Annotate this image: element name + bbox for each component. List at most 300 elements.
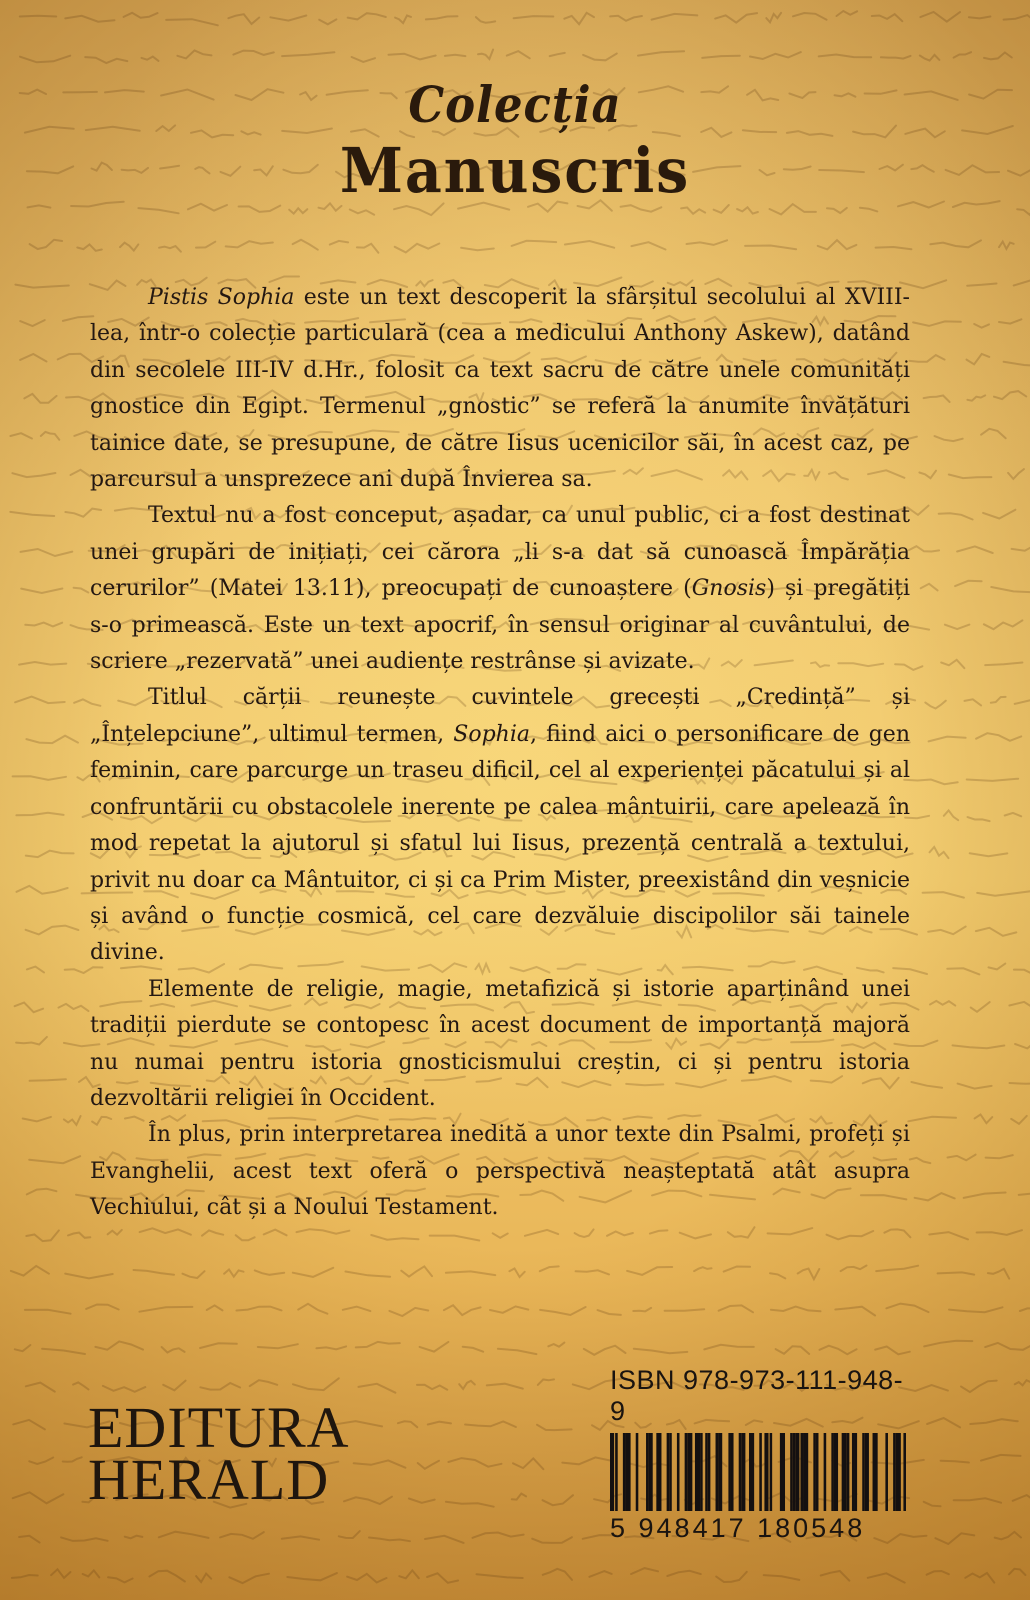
- blurb-paragraph-3-text-a: Titlul cărții reunește cuvintele grecești „Credință” și „Înțelepciune”, ultimul termen,: [90, 685, 910, 747]
- script-stroke: [1010, 1083, 1030, 1084]
- script-stroke: [984, 53, 1012, 60]
- script-stroke: [550, 53, 565, 56]
- blurb-paragraph-1-text: este un text descoperit la sfârșitul secolului al XVIII-lea, într-o colecție particulară (cea a medicului Anthony Askew), datând din secolele III-IV d.Hr., folosit ca text sacru de către unele comunități gnostice din Egipt. Termenul „gnostic” se referă la anumite învățături tainice date, se presupune, de către Iisus ucenicilor săi, în acest caz, pe parcursul a unsprezece ani după Învierea sa.: [90, 285, 910, 493]
- blurb-paragraph-1: [90, 280, 910, 498]
- script-stroke: [21, 549, 73, 556]
- script-stroke: [28, 205, 51, 207]
- script-stroke: [650, 1230, 668, 1233]
- script-stroke: [911, 1082, 942, 1088]
- script-stroke: [728, 1227, 755, 1237]
- blurb-paragraph-2: [90, 498, 910, 680]
- script-stroke: [921, 584, 938, 591]
- script-stroke: [881, 56, 911, 59]
- script-stroke: [964, 1193, 1006, 1198]
- script-stroke: [714, 205, 729, 213]
- script-stroke: [1017, 205, 1030, 215]
- barcode-bar: [770, 1433, 773, 1511]
- script-stroke: [989, 964, 1006, 970]
- script-stroke: [919, 471, 936, 479]
- barcode-bar: [865, 1433, 869, 1511]
- script-stroke: [270, 16, 306, 21]
- script-stroke: [975, 1115, 993, 1124]
- script-stroke: [999, 319, 1021, 323]
- script-stroke: [229, 1574, 269, 1583]
- script-stroke: [350, 210, 374, 215]
- script-stroke: [949, 475, 992, 479]
- blurb-paragraph-4: Elemente de religie, magie, metafizică și istorie aparținând unei tradiții pierdute se contopesc în acest document de importanță majoră nu numai pentru istoria gnosticismului creștin, ci și pentru istoria dezvoltării religiei în Occident.: [90, 976, 910, 1111]
- script-stroke: [872, 14, 903, 21]
- script-stroke: [11, 1266, 49, 1276]
- barcode-bar: [615, 1433, 618, 1511]
- script-stroke: [430, 1236, 480, 1241]
- script-stroke: [124, 13, 158, 18]
- script-stroke: [1013, 1495, 1030, 1505]
- script-stroke: [389, 1308, 428, 1316]
- script-stroke: [27, 1189, 57, 1195]
- script-stroke: [476, 17, 495, 23]
- blurb-paragraph-2-text-a: Textul nu a fost conceput, așadar, ca unul public, ci a fost destinat unei grupări de inițiați, cei cărora „li s-a dat să cunoască Împărăția cerurilor” (Matei 13.11), preocupați de cunoaștere (: [90, 503, 910, 602]
- script-stroke: [702, 56, 740, 58]
- script-stroke: [200, 1343, 237, 1348]
- script-stroke: [16, 1037, 47, 1045]
- script-stroke: [26, 736, 78, 743]
- barcode-bar: [716, 1433, 719, 1511]
- script-stroke: [51, 1569, 70, 1578]
- script-stroke: [633, 1308, 651, 1312]
- script-stroke: [20, 56, 70, 63]
- script-stroke: [1011, 1116, 1026, 1124]
- script-stroke: [255, 1270, 284, 1274]
- series-title-line1: Colecția: [408, 75, 622, 134]
- barcode-bar: [800, 1433, 803, 1511]
- script-stroke: [507, 51, 530, 58]
- script-stroke: [26, 926, 79, 935]
- script-stroke: [459, 1381, 475, 1389]
- script-stroke: [86, 1305, 119, 1310]
- script-stroke: [162, 1347, 185, 1353]
- script-stroke: [512, 1494, 526, 1500]
- script-stroke: [41, 432, 60, 440]
- script-stroke: [681, 208, 705, 214]
- script-stroke: [264, 1230, 287, 1236]
- script-stroke: [498, 1349, 537, 1354]
- script-stroke: [159, 246, 181, 252]
- script-stroke: [537, 1425, 572, 1430]
- script-stroke: [977, 1230, 1022, 1235]
- script-stroke: [250, 1380, 278, 1386]
- script-stroke: [125, 1536, 143, 1539]
- barcode-bar: [623, 1433, 626, 1511]
- script-stroke: [967, 395, 985, 400]
- script-stroke: [29, 1156, 80, 1163]
- script-stroke: [15, 1003, 43, 1013]
- script-stroke: [26, 1383, 55, 1392]
- script-stroke: [19, 662, 66, 665]
- script-stroke: [10, 512, 54, 516]
- barcode-bar: [752, 1433, 755, 1511]
- script-stroke: [188, 204, 227, 211]
- script-stroke: [319, 19, 336, 24]
- script-stroke: [988, 1269, 1009, 1279]
- script-stroke: [61, 1537, 108, 1541]
- barcode-bar: [759, 1433, 762, 1511]
- script-stroke: [957, 546, 993, 553]
- script-stroke: [177, 50, 211, 58]
- script-stroke: [764, 1575, 800, 1580]
- script-stroke: [478, 50, 493, 60]
- script-stroke: [967, 779, 1019, 781]
- script-stroke: [224, 1270, 243, 1277]
- script-stroke: [207, 1305, 223, 1310]
- script-stroke: [196, 242, 215, 248]
- script-stroke: [965, 699, 982, 705]
- barcode-bar: [813, 1433, 816, 1511]
- script-stroke: [875, 1347, 910, 1355]
- script-stroke: [357, 244, 379, 253]
- script-stroke: [490, 1306, 528, 1312]
- script-stroke: [138, 208, 178, 213]
- script-stroke: [715, 13, 757, 23]
- script-stroke: [24, 394, 56, 403]
- script-stroke: [968, 817, 990, 821]
- barcode-bar: [764, 1433, 768, 1511]
- script-stroke: [237, 1307, 282, 1311]
- script-stroke: [25, 1310, 71, 1314]
- script-stroke: [465, 1421, 516, 1427]
- script-stroke: [564, 13, 594, 24]
- script-stroke: [970, 1419, 1017, 1424]
- script-stroke: [1015, 1039, 1030, 1049]
- barcode-bar: [875, 1433, 878, 1511]
- script-stroke: [884, 1229, 910, 1237]
- script-stroke: [16, 813, 63, 816]
- script-stroke: [477, 1574, 523, 1578]
- script-stroke: [944, 810, 958, 820]
- barcode-digits: 5 948417 180548: [610, 1513, 866, 1543]
- script-stroke: [200, 1383, 240, 1390]
- script-stroke: [920, 55, 940, 61]
- script-stroke: [444, 1305, 481, 1315]
- script-stroke: [183, 1271, 205, 1278]
- script-stroke: [930, 847, 949, 858]
- script-stroke: [976, 733, 1021, 741]
- script-stroke: [42, 1349, 85, 1354]
- script-stroke: [909, 546, 939, 551]
- script-stroke: [65, 16, 114, 22]
- script-stroke: [837, 11, 858, 16]
- script-stroke: [108, 1230, 122, 1235]
- script-stroke: [971, 1002, 990, 1012]
- script-stroke: [1009, 1569, 1025, 1575]
- script-stroke: [991, 587, 1030, 592]
- barcode-bar: [852, 1433, 855, 1511]
- barcode-bar: [847, 1433, 850, 1511]
- script-stroke: [27, 967, 44, 973]
- script-stroke: [509, 1269, 524, 1278]
- script-stroke: [983, 510, 1015, 519]
- blurb-paragraph-3: [90, 680, 910, 971]
- script-stroke: [134, 1270, 175, 1275]
- script-stroke: [220, 1532, 264, 1539]
- script-stroke: [17, 886, 68, 894]
- script-stroke: [976, 928, 1016, 936]
- script-stroke: [538, 1379, 554, 1385]
- barcode-bar: [628, 1433, 631, 1511]
- script-stroke: [446, 1271, 495, 1275]
- script-stroke: [924, 1502, 941, 1507]
- script-stroke: [770, 1273, 785, 1278]
- series-title: [0, 75, 1030, 207]
- script-stroke: [886, 1304, 928, 1313]
- barcode-bar: [669, 1433, 672, 1511]
- script-stroke: [108, 1577, 133, 1582]
- script-stroke: [293, 1268, 333, 1277]
- script-stroke: [716, 1572, 747, 1582]
- script-stroke: [395, 244, 440, 253]
- script-stroke: [540, 1307, 586, 1315]
- script-stroke: [418, 1461, 439, 1469]
- script-stroke: [163, 1381, 185, 1391]
- script-stroke: [487, 1384, 523, 1389]
- script-stroke: [652, 14, 698, 20]
- script-stroke: [26, 851, 74, 857]
- script-stroke: [984, 620, 1023, 629]
- script-stroke: [627, 1267, 672, 1275]
- barcode-bar: [728, 1433, 731, 1511]
- script-stroke: [289, 208, 307, 213]
- barcode-bar: [824, 1433, 827, 1511]
- script-stroke: [13, 1420, 45, 1430]
- script-stroke: [999, 242, 1014, 249]
- barcode-bar: [898, 1433, 901, 1511]
- script-stroke: [607, 1232, 633, 1236]
- script-stroke: [954, 52, 972, 57]
- script-stroke: [420, 1342, 449, 1352]
- script-stroke: [298, 1304, 327, 1314]
- script-stroke: [103, 1386, 145, 1392]
- script-stroke: [512, 241, 557, 246]
- barcode-bar: [834, 1433, 838, 1511]
- isbn-block: [610, 1365, 910, 1544]
- script-stroke: [297, 1229, 350, 1234]
- barcode-bar: [831, 1433, 834, 1511]
- script-stroke: [1008, 469, 1024, 479]
- script-stroke: [981, 1455, 1021, 1461]
- script-stroke: [446, 1502, 494, 1507]
- script-stroke: [930, 240, 981, 247]
- script-stroke: [293, 240, 318, 250]
- script-stroke: [20, 320, 45, 326]
- script-stroke: [513, 1458, 543, 1469]
- script-stroke: [233, 51, 273, 55]
- script-stroke: [583, 54, 617, 61]
- script-stroke: [841, 1266, 867, 1272]
- script-stroke: [704, 1345, 754, 1350]
- script-stroke: [85, 57, 127, 63]
- script-stroke: [924, 396, 950, 403]
- script-stroke: [140, 1228, 191, 1234]
- book-title-italic: Pistis Sophia: [148, 285, 295, 310]
- script-stroke: [589, 1571, 611, 1577]
- script-stroke: [330, 241, 348, 245]
- script-stroke: [1004, 362, 1030, 366]
- script-stroke: [977, 891, 1030, 896]
- script-stroke: [576, 1270, 609, 1274]
- script-stroke: [525, 1230, 558, 1236]
- script-stroke: [346, 1272, 391, 1277]
- barcode-bar: [636, 1433, 639, 1511]
- script-stroke: [226, 241, 273, 247]
- blurb-paragraph-5: În plus, prin interpretarea inedită a unor texte din Psalmi, profeți și Evanghelii, acest text oferă o perspectivă neașteptată atât asupra Vechiului, cât și a Noului Testament.: [90, 1122, 910, 1221]
- script-stroke: [543, 1569, 572, 1580]
- script-stroke: [426, 16, 458, 19]
- script-stroke: [928, 927, 966, 935]
- script-stroke: [354, 1460, 406, 1467]
- script-stroke: [961, 1381, 997, 1393]
- script-stroke: [228, 14, 259, 24]
- barcode-bar: [700, 1433, 703, 1511]
- script-stroke: [818, 240, 857, 249]
- barcode: [610, 1433, 906, 1511]
- script-stroke: [13, 1492, 64, 1503]
- script-stroke: [159, 1532, 209, 1538]
- script-stroke: [562, 1457, 612, 1464]
- script-stroke: [904, 780, 958, 785]
- script-stroke: [908, 1117, 956, 1122]
- script-stroke: [514, 16, 554, 18]
- script-stroke: [920, 12, 960, 22]
- script-stroke: [1009, 1002, 1030, 1012]
- script-stroke: [401, 1266, 432, 1276]
- script-stroke: [319, 203, 342, 210]
- barcode-bar: [718, 1433, 722, 1511]
- script-stroke: [1014, 280, 1030, 285]
- barcode-bar: [667, 1433, 670, 1511]
- script-stroke: [915, 1193, 955, 1200]
- script-stroke: [632, 242, 666, 249]
- script-stroke: [687, 240, 728, 245]
- script-stroke: [913, 321, 961, 326]
- publisher-line1: EDITURA: [88, 1395, 350, 1460]
- script-stroke: [166, 19, 218, 25]
- barcode-bar: [885, 1433, 888, 1511]
- series-title-line2: Manuscris: [339, 134, 691, 207]
- barcode-bar: [855, 1433, 858, 1511]
- script-stroke: [25, 623, 62, 627]
- script-stroke: [967, 354, 990, 364]
- script-stroke: [634, 1349, 688, 1354]
- script-stroke: [23, 1117, 51, 1122]
- script-stroke: [868, 1573, 905, 1582]
- barcode-bar: [782, 1433, 785, 1511]
- script-stroke: [445, 55, 466, 56]
- script-stroke: [20, 354, 46, 362]
- script-stroke: [473, 1533, 524, 1538]
- script-stroke: [532, 1537, 572, 1543]
- barcode-bar: [862, 1433, 865, 1511]
- script-stroke: [910, 355, 945, 362]
- publisher-line2: HERALD: [88, 1447, 330, 1512]
- script-stroke: [239, 206, 281, 212]
- script-stroke: [543, 1495, 574, 1505]
- back-cover-blurb: [90, 280, 910, 1227]
- script-stroke: [73, 1382, 88, 1389]
- script-stroke: [819, 55, 872, 58]
- barcode-bar: [893, 1433, 896, 1511]
- script-stroke: [344, 1497, 392, 1504]
- script-stroke: [389, 54, 436, 60]
- script-stroke: [766, 13, 781, 22]
- script-stroke: [448, 1458, 501, 1467]
- script-stroke: [63, 316, 93, 321]
- script-stroke: [347, 1574, 386, 1583]
- publisher-logo: [88, 1395, 350, 1512]
- script-stroke: [369, 1538, 410, 1542]
- script-stroke: [954, 1498, 1001, 1502]
- blurb-paragraph-3-text-b: , fiind aici o personificare de gen feminin, care parcurge un traseu dificil, cel al experienței păcatului și al confruntării cu obstacolele inerente pe calea mântuirii, care apelează în mod repetat la ajutorul și sfatul lui Iisus, prezență centrală a textului, privit nu doar ca Mântuitor, ci și ca Prim Mister, preexistând din veșnicie și având o funcție cosmică, cel care dezvăluie discipolilor săi tainele divine.: [90, 721, 910, 966]
- script-stroke: [965, 1573, 994, 1583]
- script-stroke: [12, 473, 55, 477]
- script-stroke: [938, 1272, 975, 1274]
- script-stroke: [565, 241, 614, 248]
- script-stroke: [1015, 1380, 1030, 1385]
- barcode-bar: [844, 1433, 847, 1511]
- script-stroke: [282, 52, 334, 56]
- script-stroke: [667, 1571, 701, 1576]
- script-stroke: [59, 1004, 89, 1011]
- script-stroke: [680, 1233, 711, 1239]
- script-stroke: [941, 1461, 969, 1463]
- barcode-bar: [741, 1433, 745, 1511]
- script-stroke: [719, 1305, 753, 1312]
- script-stroke: [371, 1235, 418, 1240]
- script-stroke: [793, 13, 827, 20]
- script-stroke: [1020, 1308, 1030, 1311]
- script-stroke: [1014, 965, 1030, 975]
- script-stroke: [953, 1045, 1005, 1048]
- script-stroke: [30, 240, 63, 249]
- script-stroke: [399, 1570, 419, 1578]
- barcode-bar: [903, 1433, 906, 1511]
- script-stroke: [461, 248, 494, 250]
- script-stroke: [395, 16, 411, 24]
- script-stroke: [986, 1155, 1013, 1158]
- script-stroke: [737, 207, 758, 213]
- script-stroke: [967, 284, 996, 286]
- script-stroke: [64, 1116, 81, 1125]
- script-stroke: [770, 204, 816, 214]
- script-stroke: [13, 776, 66, 780]
- script-stroke: [935, 1533, 974, 1544]
- script-stroke: [1004, 15, 1030, 24]
- script-stroke: [821, 1571, 850, 1581]
- script-stroke: [955, 581, 982, 586]
- script-stroke: [745, 246, 796, 250]
- script-stroke: [584, 1346, 626, 1355]
- script-stroke: [930, 1001, 955, 1006]
- script-stroke: [10, 433, 32, 438]
- script-stroke: [293, 1378, 339, 1390]
- script-stroke: [981, 429, 1006, 438]
- script-stroke: [995, 1532, 1021, 1539]
- script-stroke: [750, 52, 801, 59]
- script-stroke: [142, 57, 159, 61]
- script-stroke: [258, 1344, 298, 1348]
- script-stroke: [83, 1570, 100, 1577]
- script-stroke: [876, 1266, 918, 1271]
- script-stroke: [30, 1079, 66, 1081]
- script-stroke: [924, 1341, 972, 1347]
